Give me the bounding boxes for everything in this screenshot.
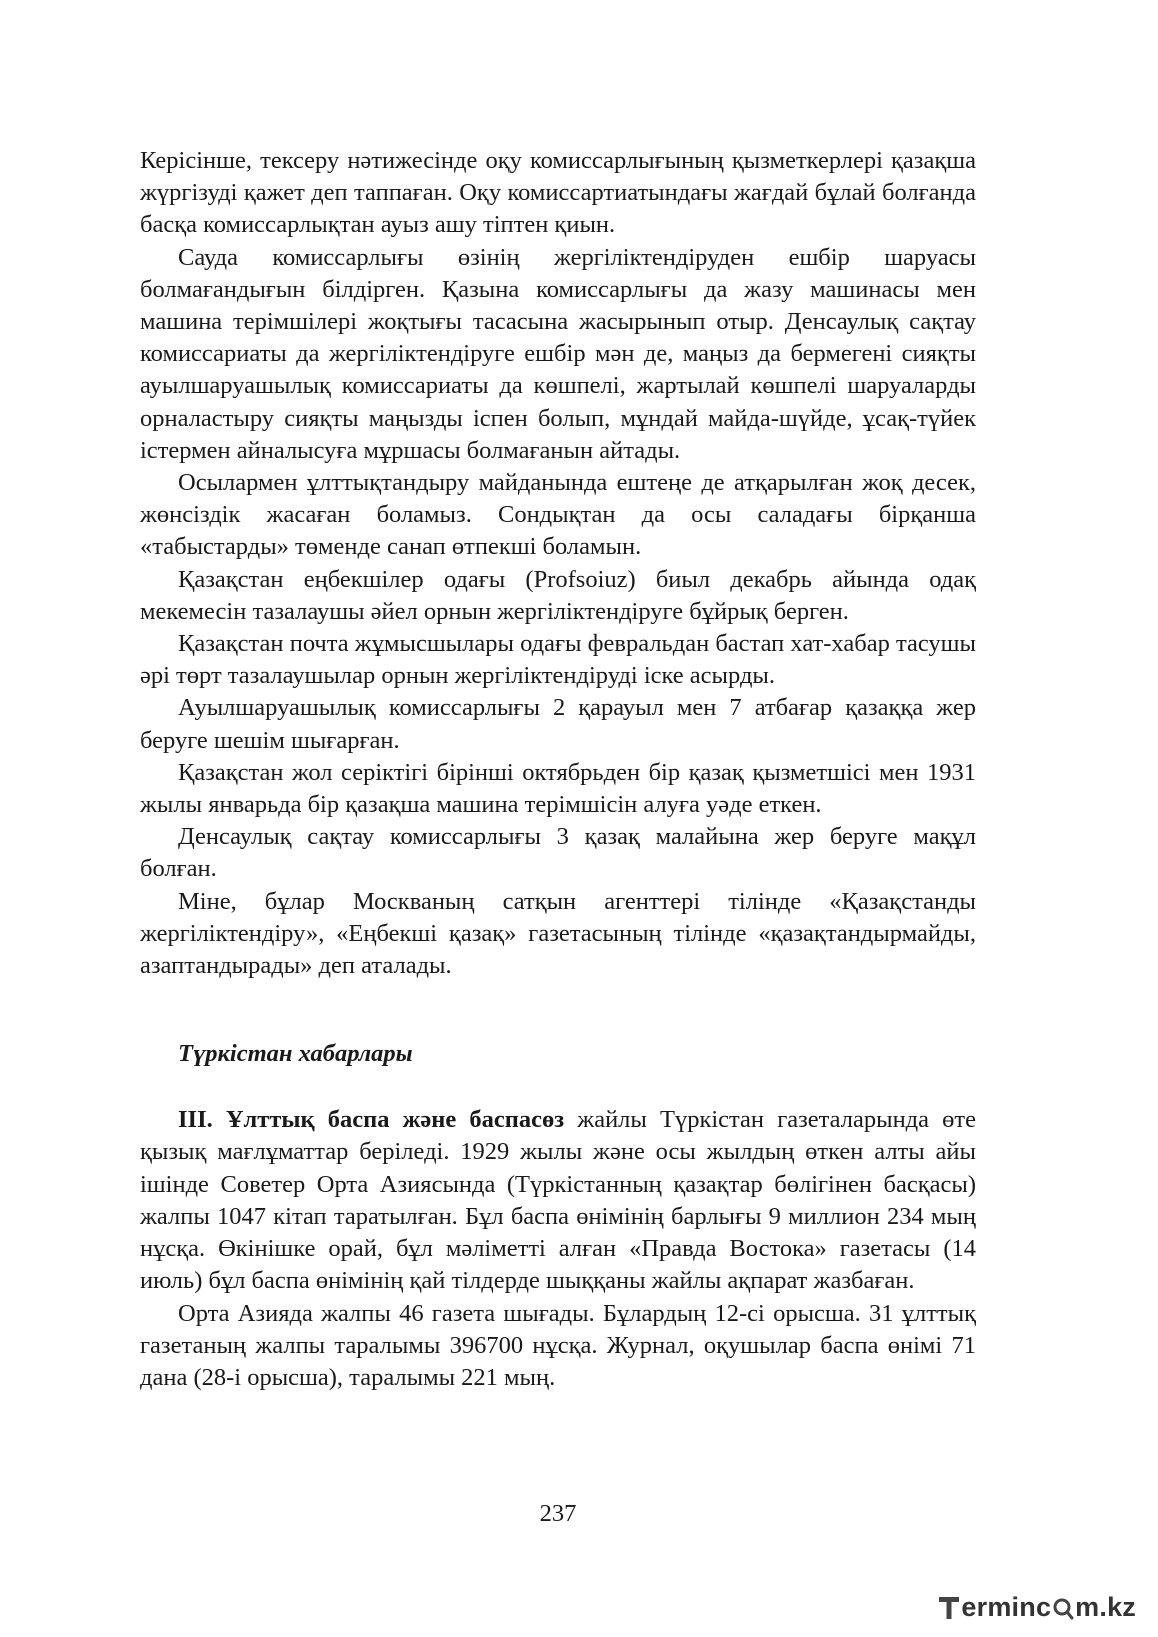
paragraph: Қазақстан жол серіктігі бірінші октябрьден бір қазақ қызметшісі мен 1931 жылы январьда бір қазақша машина терімшісін алуға уәде еткен. xyxy=(140,758,976,819)
paragraph: Сауда комиссарлығы өзінің жергіліктендіруден ешбір шаруасы болмағандығын білдірген. Қазына комиссарлығы да жазу машинасы мен машина терімшілері жоқтығы тасасына жасырынып отыр. Денсаулық сақтау комиссариаты да жергіліктендіруге ешбір мән де, маңыз да бермегені сияқты ауылшаруашылық комиссариаты да көшпелі, жартылай көшпелі шаруаларды орналастыру сияқты маңызды іспен болып, мұндай майда-шүйде, ұсақ-түйек істермен айналысуға мұршасы болмағанын айтады. xyxy=(140,243,976,464)
watermark-text-part2: m.kz xyxy=(1075,1592,1136,1622)
section-lead-text: жайлы Түркістан газеталарында өте қызық мағлұматтар беріледі. 1929 жылы және осы жылдың өткен алты айы ішінде Советер Орта Азиясында (Түркістанның қазақтар бөлігінен басқасы) жалпы 1047 кітап таратылған. Бұл баспа өнімінің барлығы 9 миллион 234 мың нұсқа. Өкінішке орай, бұл мәліметті алған «Правда Востока» газетасы (14 июль) бұл баспа өнімінің қай тілдерде шыққаны жайлы ақпарат жазбаған. xyxy=(140,1106,976,1295)
paragraph: Қазақстан почта жұмысшылары одағы февральдан бастап хат-хабар тасушы әрі төрт тазалаушылар орнын жергіліктендіруді іске асырды. xyxy=(140,630,976,690)
page-number: 237 xyxy=(539,1500,577,1527)
paragraph: Ауылшаруашылық комиссарлығы 2 қарауыл мен 7 атбағар қазаққа жер беруге шешім шығарған. xyxy=(140,694,976,754)
paragraph: Осылармен ұлттықтандыру майданында ештеңе де атқарылған жоқ десек, жөнсіздік жасаған боламыз. Сондықтан да осы саладағы бірқанша «табыстарды» төменде санап өтпекші боламын. xyxy=(140,469,976,561)
paragraph: Орта Азияда жалпы 46 газета шығады. Бұлардың 12-сі орысша. 31 ұлттық газетаның жалпы таралымы 396700 нұсқа. Журнал, оқушылар баспа өнімі 71 дана (28-і орысша), таралымы 221 мың. xyxy=(140,1299,976,1391)
t-logo-icon xyxy=(938,1595,960,1621)
watermark-text-c: c xyxy=(1035,1592,1052,1622)
magnifier-icon xyxy=(1052,1596,1074,1620)
watermark-text-part1: ermin xyxy=(961,1592,1036,1622)
section-heading: Түркістан хабарлары xyxy=(178,1040,413,1068)
paragraph: Денсаулық сақтау комиссарлығы 3 қазақ малайына жер беруге мақұл болған. xyxy=(140,823,976,883)
section-lead-bold: ІІІ. Ұлттық баспа және баспасөз xyxy=(178,1106,565,1134)
paragraph: Міне, бұлар Москваның сатқын агенттері тілінде «Қазақстанды жергіліктендіру», «Еңбекші қазақ» газетасының тілінде «қазақтандырмайды, азаптандырады» деп аталады. xyxy=(140,887,976,980)
site-watermark xyxy=(938,1592,1136,1623)
document-body xyxy=(140,145,976,1394)
paragraph: Қазақстан еңбекшілер одағы (Profsoiuz) биыл декабрь айында одақ мекемесін тазалаушы әйел орнын жергіліктендіруге бұйрық берген. xyxy=(140,565,976,625)
paragraph: Керісінше, тексеру нәтижесінде оқу комиссарлығының қызметкерлері қазақша жүргізуді қажет деп таппаған. Оқу комиссартиатындағы жағдай бұлай болғанда басқа комиссарлықтан ауыз ашу тіптен қиын. xyxy=(140,147,976,239)
section-lead-paragraph xyxy=(140,1104,976,1297)
